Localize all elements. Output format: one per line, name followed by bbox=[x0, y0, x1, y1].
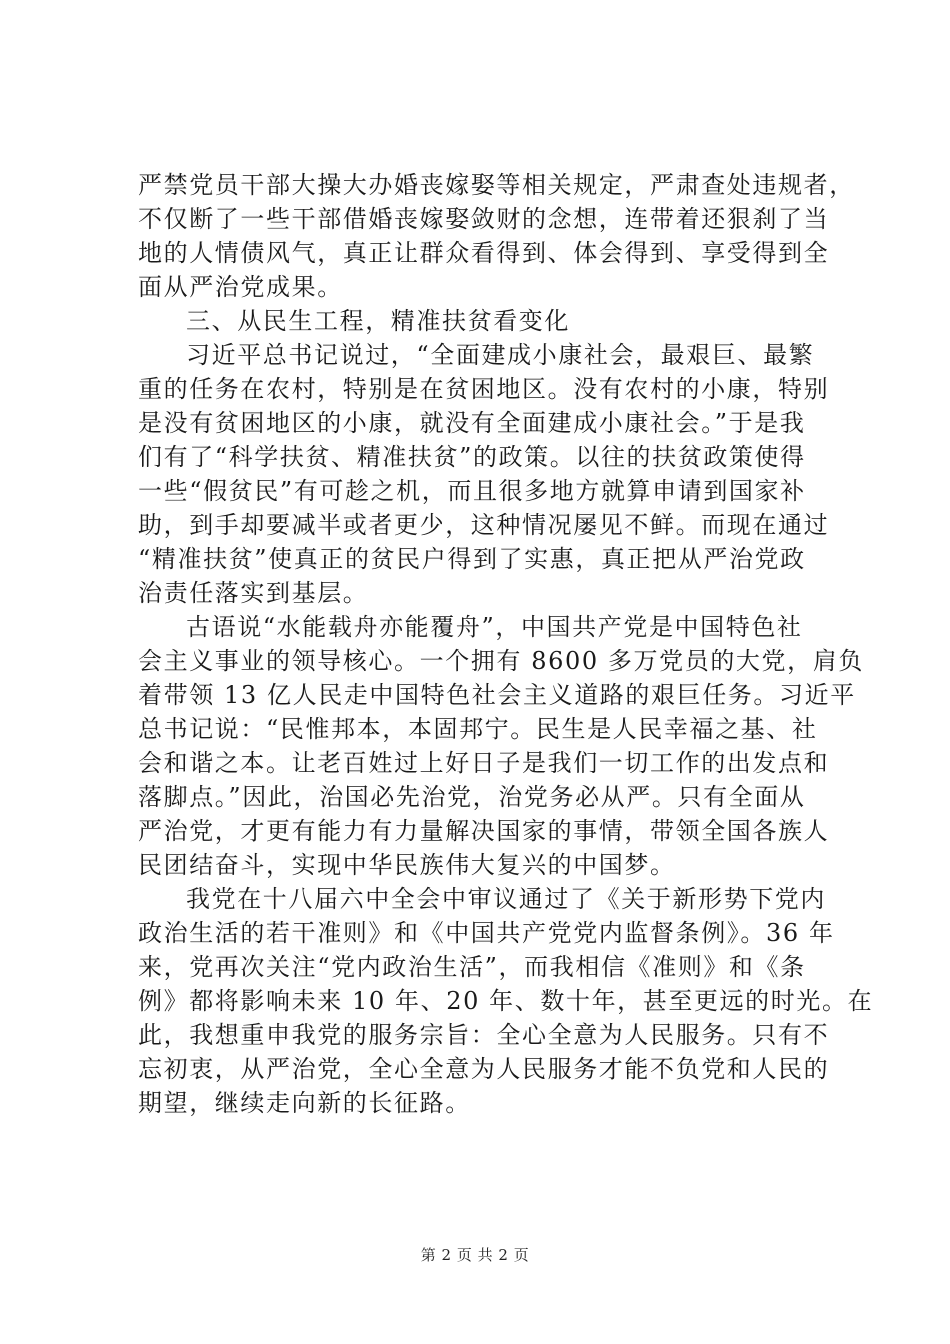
text-line: 此，我想重申我党的服务宗旨：全心全意为人民服务。只有不 bbox=[138, 1021, 830, 1049]
text-line: 不仅断了一些干部借婚丧嫁娶敛财的念想，连带着还狠刹了当 bbox=[138, 205, 830, 233]
text-line: 三、从民生工程，精准扶贫看变化 bbox=[186, 307, 570, 335]
text-line: 我党在十八届六中全会中审议通过了《关于新形势下党内 bbox=[186, 885, 826, 913]
text-line: 严禁党员干部大操大办婚丧嫁娶等相关规定，严肃查处违规者， bbox=[138, 171, 855, 199]
text-line: 政治生活的若干准则》和《中国共产党党内监督条例》。36 年 bbox=[138, 919, 835, 947]
text-line: 来，党再次关注“党内政治生活”，而我相信《准则》和《条 bbox=[138, 953, 806, 981]
text-line: 是没有贫困地区的小康，就没有全面建成小康社会。”于是我 bbox=[138, 409, 806, 437]
text-line: 总书记说：“民惟邦本，本固邦宁。民生是人民幸福之基、社 bbox=[138, 715, 818, 743]
text-line: 重的任务在农村，特别是在贫困地区。没有农村的小康，特别 bbox=[138, 375, 830, 403]
text-line: 会和谐之本。让老百姓过上好日子是我们一切工作的出发点和 bbox=[138, 749, 830, 777]
paragraph bbox=[138, 304, 834, 338]
text-line: “精准扶贫”使真正的贫民户得到了实惠，真正把从严治党政 bbox=[138, 545, 806, 573]
text-line: 们有了“科学扶贫、精准扶贫”的政策。以往的扶贫政策使得 bbox=[138, 443, 806, 471]
text-line: 古语说“水能载舟亦能覆舟”，中国共产党是中国特色社 bbox=[186, 613, 803, 641]
page-number-footer: 第 2 页 共 2 页 bbox=[420, 1246, 530, 1264]
text-line: 习近平总书记说过，“全面建成小康社会，最艰巨、最繁 bbox=[186, 341, 815, 369]
paragraph bbox=[138, 338, 834, 610]
paragraph bbox=[138, 882, 874, 1120]
text-line: 期望，继续走向新的长征路。 bbox=[138, 1089, 471, 1117]
text-line: 严治党，才更有能力有力量解决国家的事情，带领全国各族人 bbox=[138, 817, 830, 845]
document-body bbox=[138, 168, 874, 1120]
paragraph bbox=[138, 610, 864, 882]
text-line: 民团结奋斗，实现中华民族伟大复兴的中国梦。 bbox=[138, 851, 676, 879]
text-line: 助，到手却要减半或者更少，这种情况屡见不鲜。而现在通过 bbox=[138, 511, 830, 539]
text-line: 例》都将影响未来 10 年、20 年、数十年，甚至更远的时光。在 bbox=[138, 987, 874, 1015]
text-line: 着带领 13 亿人民走中国特色社会主义道路的艰巨任务。习近平 bbox=[138, 681, 856, 709]
text-line: 一些“假贫民”有可趁之机，而且很多地方就算申请到国家补 bbox=[138, 477, 806, 505]
text-line: 治责任落实到基层。 bbox=[138, 579, 369, 607]
paragraph bbox=[138, 168, 855, 304]
text-line: 忘初衷，从严治党，全心全意为人民服务才能不负党和人民的 bbox=[138, 1055, 830, 1083]
text-line: 会主义事业的领导核心。一个拥有 8600 多万党员的大党，肩负 bbox=[138, 647, 864, 675]
text-line: 面从严治党成果。 bbox=[138, 273, 343, 301]
text-line: 落脚点。”因此，治国必先治党，治党务必从严。只有全面从 bbox=[138, 783, 806, 811]
text-line: 地的人情债风气，真正让群众看得到、体会得到、享受得到全 bbox=[138, 239, 830, 267]
